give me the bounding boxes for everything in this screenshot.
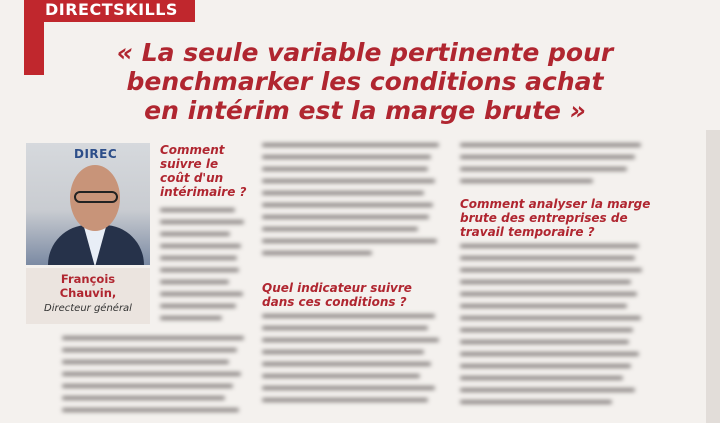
question-2-line: dans ces conditions ? xyxy=(262,295,407,309)
body-text-column-3b xyxy=(460,244,650,412)
question-1-line: suivre le xyxy=(160,157,219,171)
person-role: Directeur général xyxy=(44,303,132,314)
portrait-photo xyxy=(26,143,150,265)
page-edge xyxy=(706,130,720,423)
body-text-column-3a xyxy=(460,143,650,191)
question-1-line: intérimaire ? xyxy=(160,185,247,199)
body-text-column-1a xyxy=(160,208,248,328)
photo-logo-text: DIREC xyxy=(74,147,118,161)
body-text-column-2a xyxy=(262,143,446,263)
person-last-name: Chauvin, xyxy=(59,286,117,300)
headline-line-1: « La seule variable pertinente pour xyxy=(116,38,614,67)
glasses-icon xyxy=(74,191,118,203)
person-first-name: François xyxy=(60,272,116,286)
question-1 xyxy=(160,143,255,199)
headline-line-3: en intérim est la marge brute » xyxy=(144,96,586,125)
section-banner: DIRECTSKILLS xyxy=(35,0,195,22)
question-1-line: Comment xyxy=(160,143,225,157)
body-text-column-2b xyxy=(262,314,446,410)
headline-line-2: benchmarker les conditions achat xyxy=(126,67,604,96)
question-1-line: coût d'un xyxy=(160,171,224,185)
question-2 xyxy=(262,281,442,309)
question-3 xyxy=(460,197,660,239)
question-3-line: brute des entreprises de xyxy=(460,211,628,225)
article-headline xyxy=(70,38,660,125)
question-2-line: Quel indicateur suivre xyxy=(262,281,412,295)
person-name xyxy=(26,272,150,300)
question-3-line: travail temporaire ? xyxy=(460,225,595,239)
portrait-caption xyxy=(26,268,150,324)
body-text-column-1b xyxy=(62,336,252,420)
question-3-line: Comment analyser la marge xyxy=(460,197,651,211)
